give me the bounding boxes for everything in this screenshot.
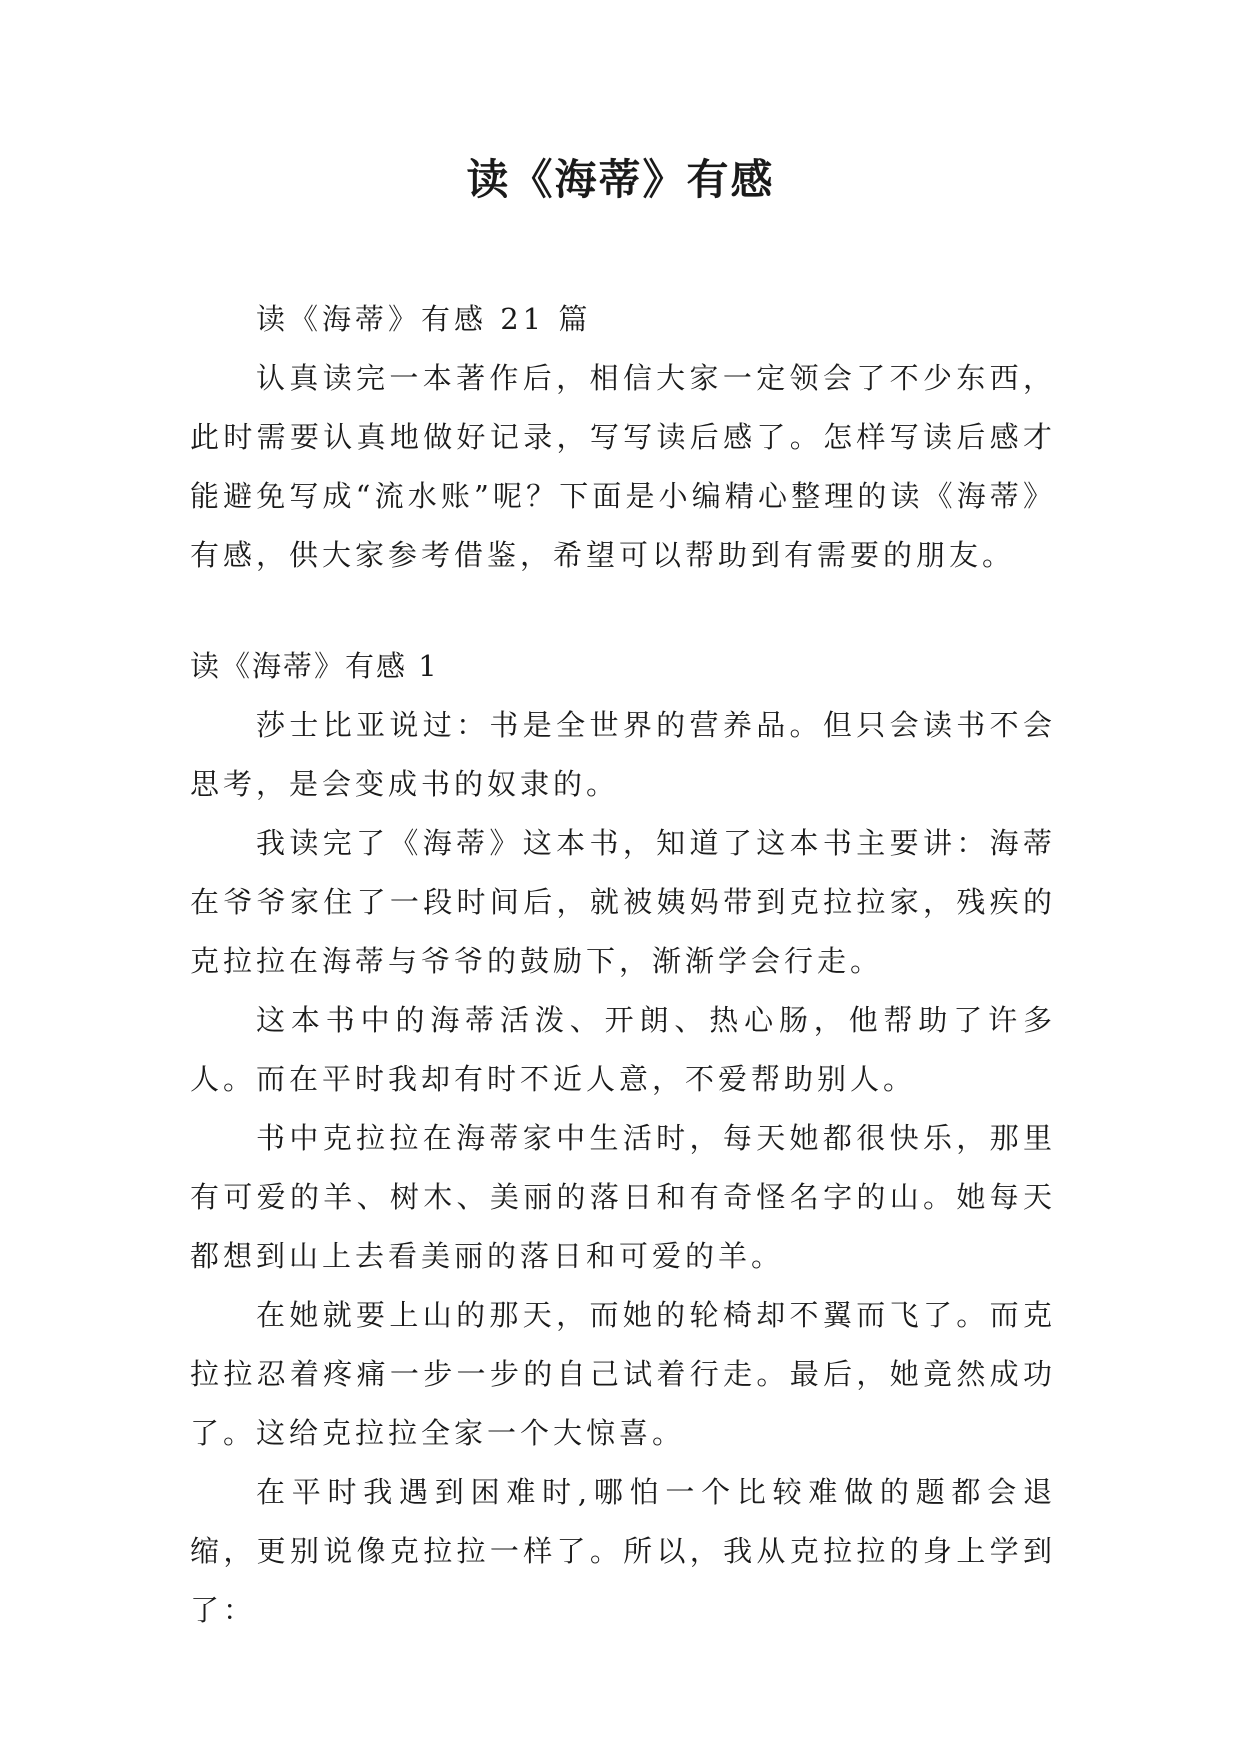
document-body (190, 290, 1056, 1640)
body-paragraph: 在她就要上山的那天，而她的轮椅却不翼而飞了。而克拉拉忍着疼痛一步一步的自己试着行走。最后，她竟然成功了。这给克拉拉全家一个大惊喜。 (190, 1298, 1056, 1450)
body-paragraph: 书中克拉拉在海蒂家中生活时，每天她都很快乐，那里有可爱的羊、树木、美丽的落日和有奇怪名字的山。她每天都想到山上去看美丽的落日和可爱的羊。 (190, 1121, 1056, 1273)
subtitle-line: 读《海蒂》有感 21 篇 (256, 302, 592, 336)
body-paragraph: 莎士比亚说过：书是全世界的营养品。但只会读书不会思考，是会变成书的奴隶的。 (190, 708, 1056, 801)
body-paragraph: 我读完了《海蒂》这本书，知道了这本书主要讲：海蒂在爷爷家住了一段时间后，就被姨妈带到克拉拉家，残疾的克拉拉在海蒂与爷爷的鼓励下，渐渐学会行走。 (190, 826, 1056, 978)
body-paragraph: 在平时我遇到困难时,哪怕一个比较难做的题都会退缩，更别说像克拉拉一样了。所以，我从克拉拉的身上学到了： (190, 1475, 1056, 1627)
section-heading: 读《海蒂》有感 1 (190, 649, 439, 683)
intro-paragraph: 认真读完一本著作后，相信大家一定领会了不少东西，此时需要认真地做好记录，写写读后感了。怎样写读后感才能避免写成“流水账”呢？下面是小编精心整理的读《海蒂》有感，供大家参考借鉴，希望可以帮助到有需要的朋友。 (190, 361, 1056, 572)
document-title: 读《海蒂》有感 (466, 155, 775, 204)
body-paragraph: 这本书中的海蒂活泼、开朗、热心肠，他帮助了许多人。而在平时我却有时不近人意，不爱帮助别人。 (190, 1003, 1056, 1096)
